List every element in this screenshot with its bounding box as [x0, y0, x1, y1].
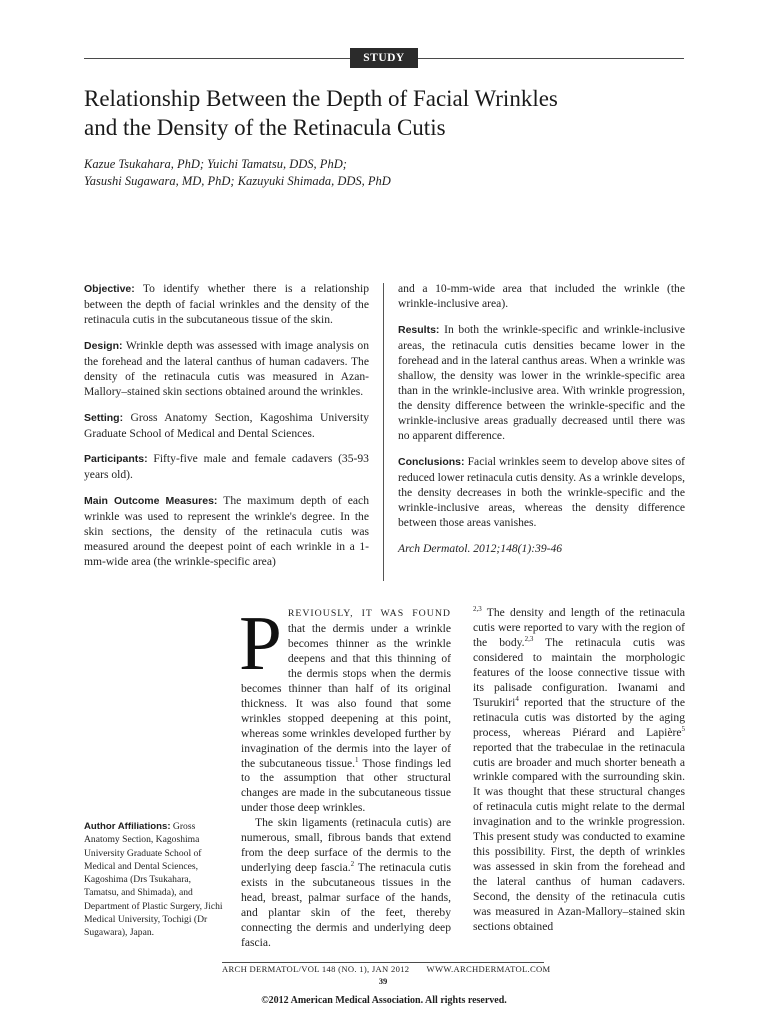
abstract-objective	[84, 281, 369, 327]
article-title	[84, 84, 704, 142]
p2-text-e: reported that the structure of the retinacula cutis was distorted by the aging process, whereas Piérard and Lapière	[473, 695, 685, 739]
smallcaps-lead: REVIOUSLY, IT WAS FOUND	[287, 608, 451, 619]
abstract-results	[398, 322, 685, 444]
ref-2-3b: 2,3	[524, 635, 534, 644]
ref-5: 5	[681, 724, 685, 733]
p2-text-d: The retinacula cutis was considered to maintain the morphologic features of the loose connective tissue with its palisade configuration. Iwanami and Tsurukiri	[473, 635, 685, 709]
setting-text: Gross Anatomy Section, Kagoshima University Graduate School of Medical and Dental Sciences.	[84, 410, 369, 440]
authors-line-2: Yasushi Sugawara, MD, PhD; Kazuyuki Shimada, DDS, PhD	[84, 174, 391, 188]
p2-text-c: The density and length of the retinacula cutis were reported to vary with the region of the body.	[473, 606, 685, 649]
p1-text-b: Those findings led to the assumption that other structural changes are made in the subcutaneous tissue under those deep wrinkles.	[241, 756, 451, 815]
title-line-1: Relationship Between the Depth of Facial Wrinkles	[84, 86, 558, 111]
p2-text-f: reported that the trabeculae in the retinacula cutis are broader and much shorter beneath a wrinkle compared with the surrounding skin. It was thought that these structural changes of retinacula cutis might relate to the dermal invagination and to the wrinkle progression. This present study was conducted to examine this possibility. First, the depth of wrinkles was assessed in skin from the forehead and the lateral canthus of human cadavers. Second, the density of the retinacula cutis was measured in Azan-Mallory–stained skin sections obtained	[473, 740, 685, 934]
ref-2-3a: 2,3	[473, 605, 482, 614]
design-label: Design:	[84, 339, 123, 352]
affiliations-label: Author Affiliations:	[84, 821, 171, 832]
authors-line-1: Kazue Tsukahara, PhD; Yuichi Tamatsu, DDS, PhD;	[84, 157, 347, 171]
body-column-1	[239, 600, 452, 951]
results-label: Results:	[398, 323, 440, 336]
objective-label: Objective:	[84, 283, 135, 295]
p1-text-a: that the dermis under a wrinkle becomes thinner as the wrinkle deepens and that this thinning of the dermis stops when the dermis becomes thinner than half of its original thickness. It was also found that some wrinkles stopped deepening at this point, whereas some wrinkles developed further by invagination of the dermis into the layer of the subcutaneous tissue.	[241, 621, 451, 770]
header-rule-left	[84, 58, 352, 59]
objective-text: To identify whether there is a relationship between the depth of facial wrinkles and the density of the retinacula cutis in the subcutaneous tissue of the skin.	[84, 282, 369, 327]
conclusions-label: Conclusions:	[398, 455, 465, 468]
footer-rule	[222, 962, 544, 963]
p2-text-b: The retinacula cutis exists in the subcutaneous tissues in the head, breast, palmar surface of the hands, and plantar skin of the feet, thereby connecting the dermis and underlying deep fascia.	[241, 861, 452, 949]
drop-cap: P	[239, 600, 282, 686]
footer-url: WWW.ARCHDERMATOL.COM	[426, 964, 551, 974]
abstract-divider	[383, 283, 384, 581]
page-number: 39	[378, 976, 388, 986]
ref-1: 1	[355, 755, 359, 764]
abstract-conclusions	[398, 454, 685, 530]
p2-text-a: The skin ligaments (retinacula cutis) are numerous, small, fibrous bands that extend from the deep surface of the dermis to the underlying deep fascia.	[241, 816, 451, 875]
abstract-outcome	[84, 493, 369, 569]
copyright-notice: ©2012 American Medical Association. All rights reserved.	[261, 995, 507, 1006]
author-affiliations	[84, 820, 224, 940]
citation: Arch Dermatol. 2012;148(1):39-46	[398, 541, 563, 555]
ref-2: 2	[350, 860, 355, 869]
body-paragraph-1	[239, 600, 451, 816]
abstract-participants	[84, 451, 369, 482]
header-rule-right	[417, 58, 684, 59]
results-text: In both the wrinkle-specific and wrinkle-inclusive areas, the retinacula cutis densities became lower in the forehead and in the lateral canthus areas. When a wrinkle was shallow, the density was lower in the wrinkle-specific area than in the wrinkle-inclusive area. With wrinkle progression, the density difference between the wrinkle-specific and the wrinkle-inclusive areas gradually decreased until there was no apparent difference.	[398, 322, 685, 443]
abstract-right-column	[398, 281, 685, 567]
title-line-2: and the Density of the Retinacula Cutis	[84, 115, 446, 140]
abstract-design	[84, 338, 369, 399]
participants-label: Participants:	[84, 453, 148, 466]
author-list	[84, 156, 391, 190]
design-text: Wrinkle depth was assessed with image analysis on the forehead and the lateral canthus of human cadavers. The density of the retinacula cutis was measured in Azan-Mallory–stained skin sections obtained around the wrinkles.	[84, 338, 369, 399]
outcome-text: The maximum depth of each wrinkle was used to represent the wrinkle's degree. In the skin sections, the density of the retinacula cutis was measured around the deepest point of each wrinkle in a 1-mm-wide area (the wrinkle-specific area)	[84, 494, 369, 569]
footer-journal: ARCH DERMATOL/VOL 148 (NO. 1), JAN 2012	[222, 964, 410, 974]
setting-label: Setting:	[84, 411, 124, 424]
body-paragraph-2	[241, 816, 451, 951]
abstract-setting	[84, 410, 369, 441]
ref-4: 4	[515, 694, 519, 703]
participants-text: Fifty-five male and female cadavers (35-93 years old).	[84, 452, 369, 482]
outcome-continued: and a 10-mm-wide area that included the wrinkle (the wrinkle-inclusive area).	[398, 282, 685, 311]
affiliations-text: Gross Anatomy Section, Kagoshima University Graduate School of Medical and Dental Sciences, Kagoshima (Drs Tsukahara, Tamatsu, and Shimada), and Department of Plastic Surgery, Jichi Medical University, Tochigi (Dr Sugawara), Japan.	[84, 821, 223, 939]
footer-journal-line	[222, 964, 551, 974]
outcome-label: Main Outcome Measures:	[84, 495, 218, 508]
body-column-2	[473, 606, 685, 935]
abstract-left-column	[84, 281, 369, 580]
body-paragraph-2-continued	[473, 606, 685, 935]
section-label: STUDY	[350, 48, 418, 68]
conclusions-text: Facial wrinkles seem to develop above sites of reduced lower retinacula cutis density. As a wrinkle develops, the density decreases in both the wrinkle-specific and the wrinkle-inclusive areas, whereas the density difference between those areas vanishes.	[398, 454, 685, 530]
